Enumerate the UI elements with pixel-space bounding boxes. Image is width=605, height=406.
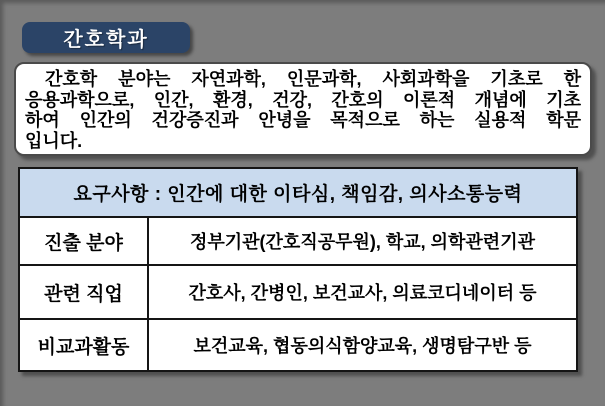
description-line-2: 응용과학으로, 인간, 환경, 건강, 간호의 이론적 개념에 기초 — [25, 89, 581, 110]
table-row — [19, 217, 577, 265]
description-line-3: 하여 인간의 건강증진과 안녕을 목적으로 하는 실용적 학문 — [25, 110, 581, 130]
description-line-1: 간호학 분야는 자연과학, 인문과학, 사회과학을 기초로 한 — [45, 69, 581, 89]
info-table — [18, 167, 578, 372]
extracurricular-value: 보건교육, 협동의식함양교육, 생명탐구반 등 — [148, 319, 577, 371]
table-header-row — [19, 168, 577, 217]
extracurricular-label: 비교과활동 — [19, 319, 148, 371]
career-fields-value: 정부기관(간호직공무원), 학교, 의학관련기관 — [148, 217, 577, 265]
table-row — [19, 265, 577, 319]
description-line-4: 입니다. — [25, 130, 83, 151]
table-row — [19, 319, 577, 371]
requirements-header: 요구사항 : 인간에 대한 이타심, 책임감, 의사소통능력 — [19, 168, 577, 217]
related-jobs-label: 관련 직업 — [19, 265, 148, 319]
department-title-badge — [22, 22, 190, 53]
career-fields-label: 진출 분야 — [19, 217, 148, 265]
description-box — [14, 62, 592, 156]
related-jobs-value: 간호사, 간병인, 보건교사, 의료코디네이터 등 — [148, 265, 577, 319]
department-title: 간호학과 — [63, 29, 149, 51]
